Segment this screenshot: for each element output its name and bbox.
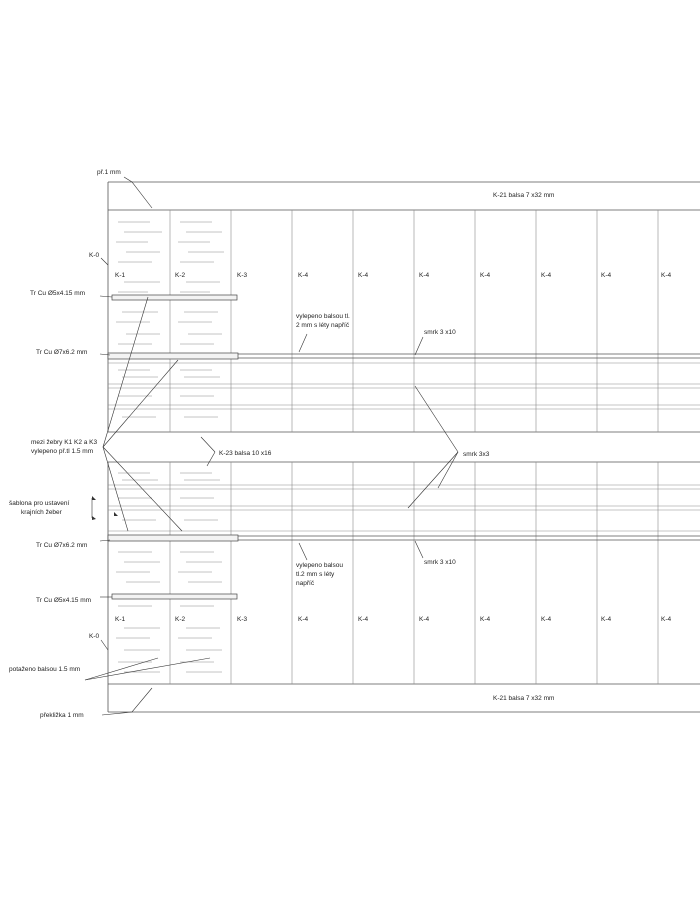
label-k0-top: K-0	[89, 252, 100, 259]
sheeting-hatch-bottom	[116, 473, 222, 672]
rib-label: K-4	[601, 616, 612, 623]
rib-label: K-3	[237, 616, 248, 623]
label-between-ribs-1: mezi žebry K1 K2 a K3	[31, 439, 98, 446]
leader-lines	[85, 177, 458, 715]
label-between-ribs-2: vylepeno př.tl 1.5 mm	[31, 448, 94, 455]
rib-label: K-4	[419, 272, 430, 279]
label-template-2: krajních žeber	[21, 509, 62, 516]
rib-label: K-4	[480, 616, 491, 623]
label-glued-bottom-1: vylepeno balsou	[296, 562, 343, 569]
rib-label: K-4	[358, 272, 369, 279]
copper-tube-small-top	[112, 295, 237, 300]
label-k0-bottom: K-0	[89, 633, 100, 640]
copper-tube-small-bottom	[112, 594, 237, 599]
rib-label: K-4	[661, 272, 672, 279]
ribs-bottom	[170, 462, 658, 684]
label-spruce-bottom: smrk 3 x10	[424, 559, 456, 566]
template-arrows	[92, 496, 118, 520]
label-tube-large-top: Tr Cu Ø7x6.2 mm	[36, 349, 88, 356]
rib-label: K-1	[115, 272, 126, 279]
label-tube-small-bottom: Tr Cu Ø5x4.15 mm	[36, 597, 92, 604]
label-spruce-top: smrk 3 x10	[424, 329, 456, 336]
top-wing-panel	[108, 182, 700, 432]
rib-label: K-4	[358, 616, 369, 623]
rib-label: K-2	[175, 272, 186, 279]
label-glued-bottom-2: tl.2 mm s léty	[296, 571, 335, 578]
rib-labels-bottom	[115, 616, 672, 623]
rib-labels-top	[115, 272, 672, 279]
label-tube-small-top: Tr Cu Ø5x4.15 mm	[30, 290, 86, 297]
annotations	[9, 169, 554, 719]
rib-label: K-4	[661, 616, 672, 623]
label-k21-bottom: K-21 balsa 7 x32 mm	[493, 695, 555, 702]
label-glued-top-2: 2 mm s léty napříč	[296, 322, 350, 329]
copper-tube-large-bottom	[108, 535, 238, 541]
arrow-icon	[92, 496, 96, 500]
ribs-top	[170, 210, 658, 432]
label-glued-top-1: vylepeno balsou tl.	[296, 313, 350, 320]
rib-label: K-4	[480, 272, 491, 279]
label-top-sheet: př.1 mm	[97, 169, 121, 176]
rib-label: K-4	[541, 272, 552, 279]
label-tube-large-bottom: Tr Cu Ø7x6.2 mm	[36, 542, 88, 549]
bottom-wing-panel	[108, 462, 700, 712]
rib-label: K-4	[298, 272, 309, 279]
rib-label: K-4	[601, 272, 612, 279]
label-template-1: šablona pro ustavení	[9, 500, 70, 507]
label-covered: potaženo balsou 1.5 mm	[9, 666, 81, 673]
label-k21-top: K-21 balsa 7 x32 mm	[493, 192, 555, 199]
label-glued-bottom-3: napříč	[296, 580, 315, 587]
rib-label: K-2	[175, 616, 186, 623]
label-k23: K-23 balsa 10 x16	[219, 450, 272, 457]
rib-label: K-4	[541, 616, 552, 623]
arrow-icon	[114, 512, 118, 516]
arrow-icon	[92, 516, 96, 520]
label-bottom-sheet: překližka 1 mm	[40, 712, 84, 719]
rib-label: K-4	[419, 616, 430, 623]
rib-label: K-1	[115, 616, 126, 623]
rib-label: K-3	[237, 272, 248, 279]
rib-label: K-4	[298, 616, 309, 623]
sheeting-hatch-top-lower	[118, 370, 220, 417]
copper-tube-large-top	[108, 353, 238, 359]
label-spruce-3x3: smrk 3x3	[463, 451, 490, 458]
